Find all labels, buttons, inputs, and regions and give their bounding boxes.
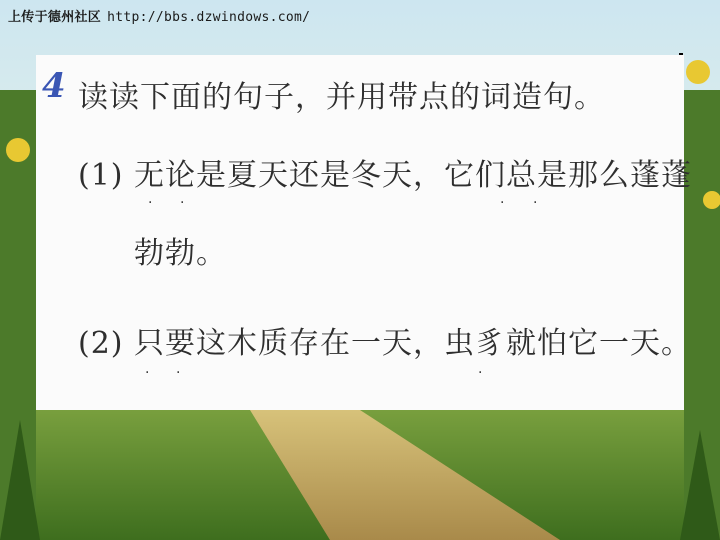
emphasis-dot: ·	[533, 195, 538, 211]
sentence-2: (2) 只要这木质存在一天，虫豸就怕它一天。	[78, 326, 693, 361]
exercise-instruction: 读读下面的句子，并用带点的词造句。	[78, 80, 605, 115]
emphasis-dot: ·	[148, 195, 153, 211]
watermark-url: http://bbs.dzwindows.com/	[107, 10, 311, 25]
emphasis-dot: ·	[500, 195, 505, 211]
sentence-1-line-2: 勃勃。	[134, 236, 227, 271]
sunflower-icon	[686, 60, 710, 84]
emphasis-dot: ·	[478, 365, 483, 381]
emphasis-dot: ·	[176, 365, 181, 381]
sentence-1-line-1: (1) 无论是夏天还是冬天，它们总是那么蓬蓬	[78, 158, 693, 193]
emphasis-dot: ·	[145, 365, 150, 381]
emphasis-dot: ·	[180, 195, 185, 211]
site-watermark	[8, 6, 310, 25]
sunflower-icon	[6, 138, 30, 162]
watermark-site-name: 上传于德州社区	[8, 10, 102, 25]
exercise-number: 4	[42, 66, 66, 106]
